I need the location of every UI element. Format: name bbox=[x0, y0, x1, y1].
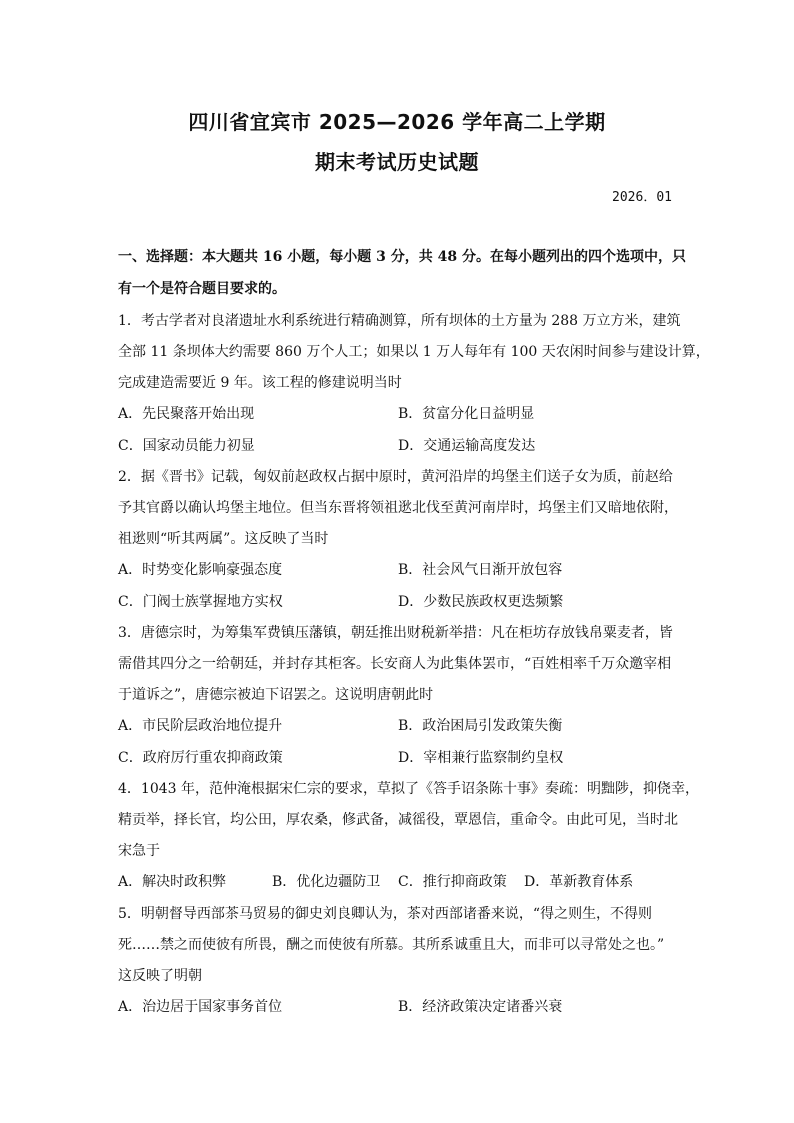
question-4-option-b: B．优化边疆防卫 bbox=[272, 874, 381, 890]
question-5-option-a: A．治边居于国家事务首位 bbox=[118, 999, 283, 1015]
question-2-option-d: D．少数民族政权更迭频繁 bbox=[398, 594, 564, 610]
exam-subtitle: 期末考试历史试题 bbox=[315, 150, 479, 174]
question-3-option-a: A．市民阶层政治地位提升 bbox=[118, 718, 283, 734]
question-4-option-c: C．推行抑商政策 bbox=[398, 874, 507, 890]
exam-date: 2026．01 bbox=[612, 190, 672, 205]
question-1-option-d: D．交通运输高度发达 bbox=[398, 438, 536, 454]
question-3-option-c: C．政府厉行重农抑商政策 bbox=[118, 750, 283, 766]
section-instruction-line2: 有一个是符合题目要求的。 bbox=[118, 281, 286, 297]
question-2-line3: 祖逖则“听其两属”。这反映了当时 bbox=[118, 531, 329, 547]
question-1-option-c: C．国家动员能力初显 bbox=[118, 438, 255, 454]
question-3-option-b: B．政治困局引发政策失衡 bbox=[398, 718, 563, 734]
question-3-option-d: D．宰相兼行监察制约皇权 bbox=[398, 750, 564, 766]
question-1-line1: 1．考古学者对良渚遗址水利系统进行精确测算，所有坝体的土方量为 288 万立方米，建筑 bbox=[118, 313, 681, 329]
section-instruction-line1: 一、选择题：本大题共 16 小题，每小题 3 分，共 48 分。在每小题列出的四个选项中，只 bbox=[118, 249, 686, 265]
question-4-line2: 精贡举，择长官，均公田，厚农桑，修武备，减徭役，覃恩信，重命令。由此可见，当时北 bbox=[118, 812, 678, 828]
question-1-line3: 完成建造需要近 9 年。该工程的修建说明当时 bbox=[118, 375, 402, 391]
question-5-option-b: B．经济政策决定诸番兴衰 bbox=[398, 999, 563, 1015]
question-1-option-b: B．贫富分化日益明显 bbox=[398, 406, 535, 422]
question-3-line1: 3．唐德宗时，为筹集军费镇压藩镇，朝廷推出财税新举措：凡在柜坊存放钱帛粟麦者，皆 bbox=[118, 625, 673, 641]
question-2-line2: 予其官爵以确认坞堡主地位。但当东晋将领祖逖北伐至黄河南岸时，坞堡主们又暗地依附， bbox=[118, 500, 678, 516]
exam-title: 四川省宜宾市 2025—2026 学年高二上学期 bbox=[188, 110, 606, 134]
question-1-option-a: A．先民聚落开始出现 bbox=[118, 406, 255, 422]
question-2-option-b: B．社会风气日渐开放包容 bbox=[398, 562, 563, 578]
question-4-line1: 4．1043 年，范仲淹根据宋仁宗的要求，草拟了《答手诏条陈十事》奏疏：明黜陟，抑侥幸， bbox=[118, 781, 699, 797]
question-3-line3: 于道诉之”，唐德宗被迫下诏罢之。这说明唐朝此时 bbox=[118, 687, 434, 703]
question-3-line2: 需借其四分之一给朝廷，并封存其柜客。长安商人为此集体罢市，“百姓相率千万众邀宰相 bbox=[118, 656, 672, 672]
question-4-line3: 宋急于 bbox=[118, 843, 160, 859]
question-5-line3: 这反映了明朝 bbox=[118, 968, 202, 984]
question-5-line2: 死……禁之而使彼有所畏，酬之而使彼有所慕。其所系诚重且大，而非可以寻常处之也。” bbox=[118, 937, 665, 953]
question-2-line1: 2．据《晋书》记载，匈奴前赵政权占据中原时，黄河沿岸的坞堡主们送子女为质，前赵给 bbox=[118, 469, 673, 485]
question-4-option-d: D．革新教育体系 bbox=[524, 874, 634, 890]
question-2-option-a: A．时势变化影响豪强态度 bbox=[118, 562, 283, 578]
question-5-line1: 5．明朝督导西部茶马贸易的御史刘良卿认为，茶对西部诸番来说，“得之则生，不得则 bbox=[118, 906, 653, 922]
question-1-line2: 全部 11 条坝体大约需要 860 万个人工；如果以 1 万人每年有 100 天农闲时间参与建设计算， bbox=[118, 344, 710, 360]
question-2-option-c: C．门阀士族掌握地方实权 bbox=[118, 594, 283, 610]
question-4-option-a: A．解决时政积弊 bbox=[118, 874, 227, 890]
